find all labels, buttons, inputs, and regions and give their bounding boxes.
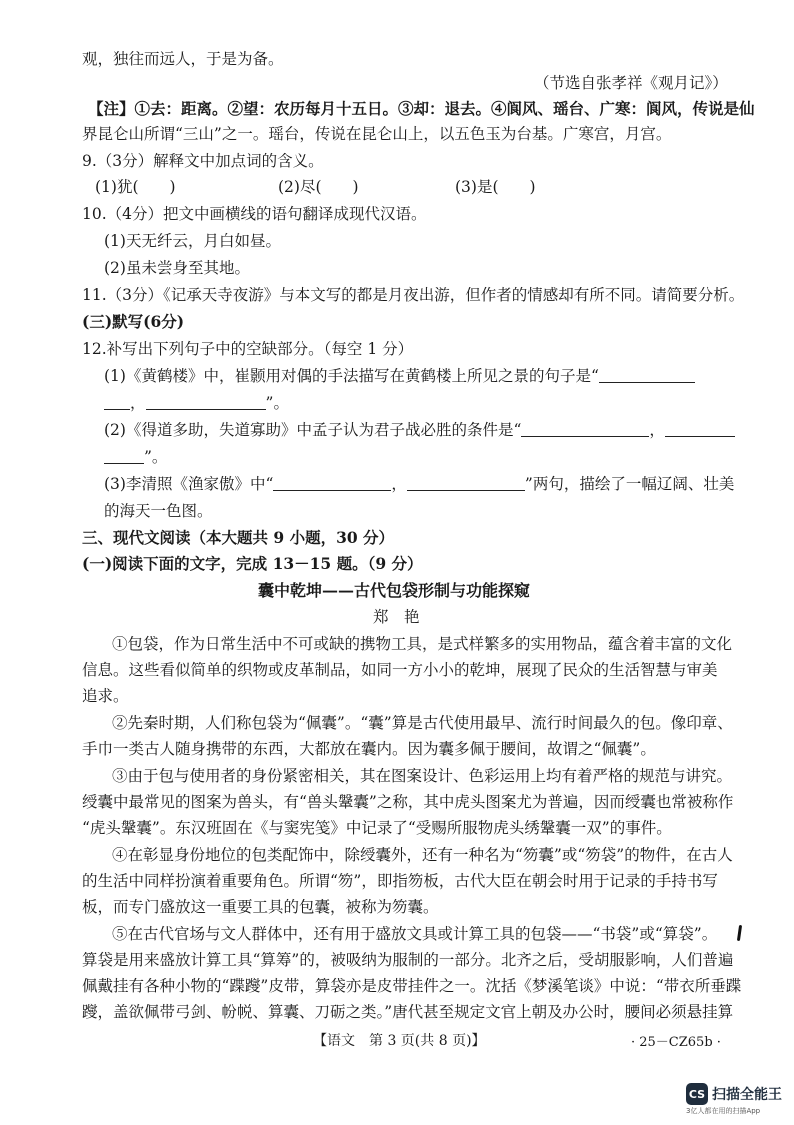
- question-12-item-3-line-2: 的海天一色图。: [104, 502, 213, 520]
- para-3-line-1: ③由于包与使用者的身份紧密相关，其在图案设计、色彩运用上均有着严格的规范与讲究。: [112, 767, 733, 785]
- camscanner-watermark: 扫描全能王: [712, 1087, 782, 1103]
- question-12-item-3-line-1: [104, 473, 734, 495]
- question-9-item-3: (3)是( ): [455, 178, 536, 196]
- note-line-1-text: 【注】①去：距离。②望：农历每月十五日。③却：退去。④阆风、瑶台、广寒：阆风，传说是仙: [88, 99, 755, 118]
- question-12-item-1-text: (1)《黄鹤楼》中，崔颢用对偶的手法描写在黄鹤楼上所见之景的句子是“: [104, 367, 599, 385]
- subsection-reading-1: (一)阅读下面的文字，完成 13－15 题。（9 分）: [82, 554, 423, 573]
- answer-blank[interactable]: [599, 366, 695, 383]
- closing-quote: ”。: [144, 448, 168, 466]
- para-4-line-3: 板，而专门盛放这一重要工具的包囊，被称为笏囊。: [82, 898, 439, 916]
- comma: ，: [391, 475, 407, 493]
- pen-mark: [737, 925, 742, 941]
- question-10: 10.（4分）把文中画横线的语句翻译成现代汉语。: [82, 205, 427, 223]
- para-5-line-3: 佩戴挂有各种小物的“蹀躞”皮带，算袋亦是皮带挂件之一。沈括《梦溪笔谈》中说：“带衣所垂蹀: [82, 977, 742, 995]
- passage-ending: 观，独往而远人，于是为备。: [82, 50, 284, 68]
- para-1-line-2: 信息。这些看似简单的织物或皮革制品，如同一方小小的乾坤，展现了民众的生活智慧与审美: [82, 661, 718, 679]
- answer-blank[interactable]: [407, 474, 525, 491]
- question-12-item-1-line-2: [104, 392, 289, 414]
- answer-blank[interactable]: [104, 447, 144, 464]
- question-12-item-2-line-2: [104, 446, 167, 468]
- para-5-line-4: 躞，盖欲佩带弓剑、帉帨、算囊、刀砺之类。”唐代甚至规定文官上朝及办公时，腰间必须悬挂算: [82, 1003, 734, 1021]
- para-4-line-2: 的生活中同样扮演着重要角色。所谓“笏”，即指笏板，古代大臣在朝会时用于记录的手持书写: [82, 872, 718, 890]
- question-11: 11.（3分）《记承天寺夜游》与本文写的都是月夜出游，但作者的情感却有所不同。请简要分析。: [82, 286, 745, 304]
- question-10-item-1: (1)天无纤云，月白如昼。: [104, 232, 281, 250]
- para-2-line-1: ②先秦时期，人们称包袋为“佩囊”。“囊”算是古代使用最早、流行时间最久的包。像印章、: [112, 714, 733, 732]
- para-1-line-3: 追求。: [82, 687, 129, 705]
- comma: ，: [130, 394, 146, 412]
- para-4-line-1: ④在彰显身份地位的包类配饰中，除绶囊外，还有一种名为“笏囊”或“笏袋”的物件，在古人: [112, 846, 733, 864]
- question-9-item-1: (1)犹( ): [95, 178, 176, 196]
- answer-blank[interactable]: [104, 393, 130, 410]
- note-line-2: 界昆仑山所谓“三山”之一。瑶台，传说在昆仑山上，以五色玉为台基。广寒宫，月宫。: [82, 125, 672, 143]
- para-3-line-3: “虎头鞶囊”。东汉班固在《与窦宪笺》中记录了“受赐所服物虎头绣鞶囊一双”的事件。: [82, 819, 672, 837]
- para-1-line-1: ①包袋，作为日常生活中不可或缺的携物工具，是式样繁多的实用物品，蕴含着丰富的文化: [112, 635, 733, 653]
- closing-quote: ”。: [265, 394, 289, 412]
- article-author: 郑 艳: [373, 608, 420, 626]
- section-dictation: (三)默写(6分): [82, 312, 185, 331]
- question-12-item-2-line-1: [104, 419, 735, 441]
- question-9-item-2: (2)尽( ): [278, 178, 359, 196]
- exam-code: · 25－CZ65b ·: [631, 1035, 721, 1050]
- camscanner-logo-icon: CS: [686, 1083, 708, 1105]
- question-12: 12.补写出下列句子中的空缺部分。（每空 1 分）: [82, 340, 414, 358]
- camscanner-tagline: 3亿人都在用的扫描App: [686, 1107, 761, 1115]
- question-10-item-2: (2)虽未尝身至其地。: [104, 259, 250, 277]
- section-modern-reading: 三、现代文阅读（本大题共 9 小题，30 分）: [82, 528, 395, 547]
- question-12-item-2-text: (2)《得道多助，失道寡助》中孟子认为君子战必胜的条件是“: [104, 421, 522, 439]
- para-2-line-2: 手巾一类古人随身携带的东西，大都放在囊内。因为囊多佩于腰间，故谓之“佩囊”。: [82, 740, 656, 758]
- answer-blank[interactable]: [273, 474, 391, 491]
- source-citation: （节选自张孝祥《观月记》）: [534, 74, 728, 92]
- question-12-item-1-line-1: [104, 365, 695, 387]
- article-title: 囊中乾坤——古代包袋形制与功能探窥: [258, 581, 531, 600]
- comma: ，: [649, 421, 665, 439]
- para-5-line-1: ⑤在古代官场与文人群体中，还有用于盛放文具或计算工具的包袋——“书袋”或“算袋”。: [112, 925, 718, 943]
- question-12-item-3-text-a: (3)李清照《渔家傲》中“: [104, 475, 274, 493]
- para-3-line-2: 绶囊中最常见的图案为兽头，有“兽头鞶囊”之称，其中虎头图案尤为普遍，因而绶囊也常被称作: [82, 793, 734, 811]
- page-footer: 【语文 第 3 页(共 8 页)】: [313, 1033, 486, 1049]
- question-9: 9.（3分）解释文中加点词的含义。: [82, 152, 324, 170]
- answer-blank[interactable]: [146, 393, 266, 410]
- answer-blank[interactable]: [665, 420, 735, 437]
- para-5-line-2: 算袋是用来盛放计算工具“算筹”的，被吸纳为服制的一部分。北齐之后，受胡服影响，人们普遍: [82, 951, 734, 969]
- answer-blank[interactable]: [521, 420, 649, 437]
- question-12-item-3-text-b: ”两句，描绘了一幅辽阔、壮美: [524, 475, 735, 493]
- note-line-1: [88, 98, 755, 120]
